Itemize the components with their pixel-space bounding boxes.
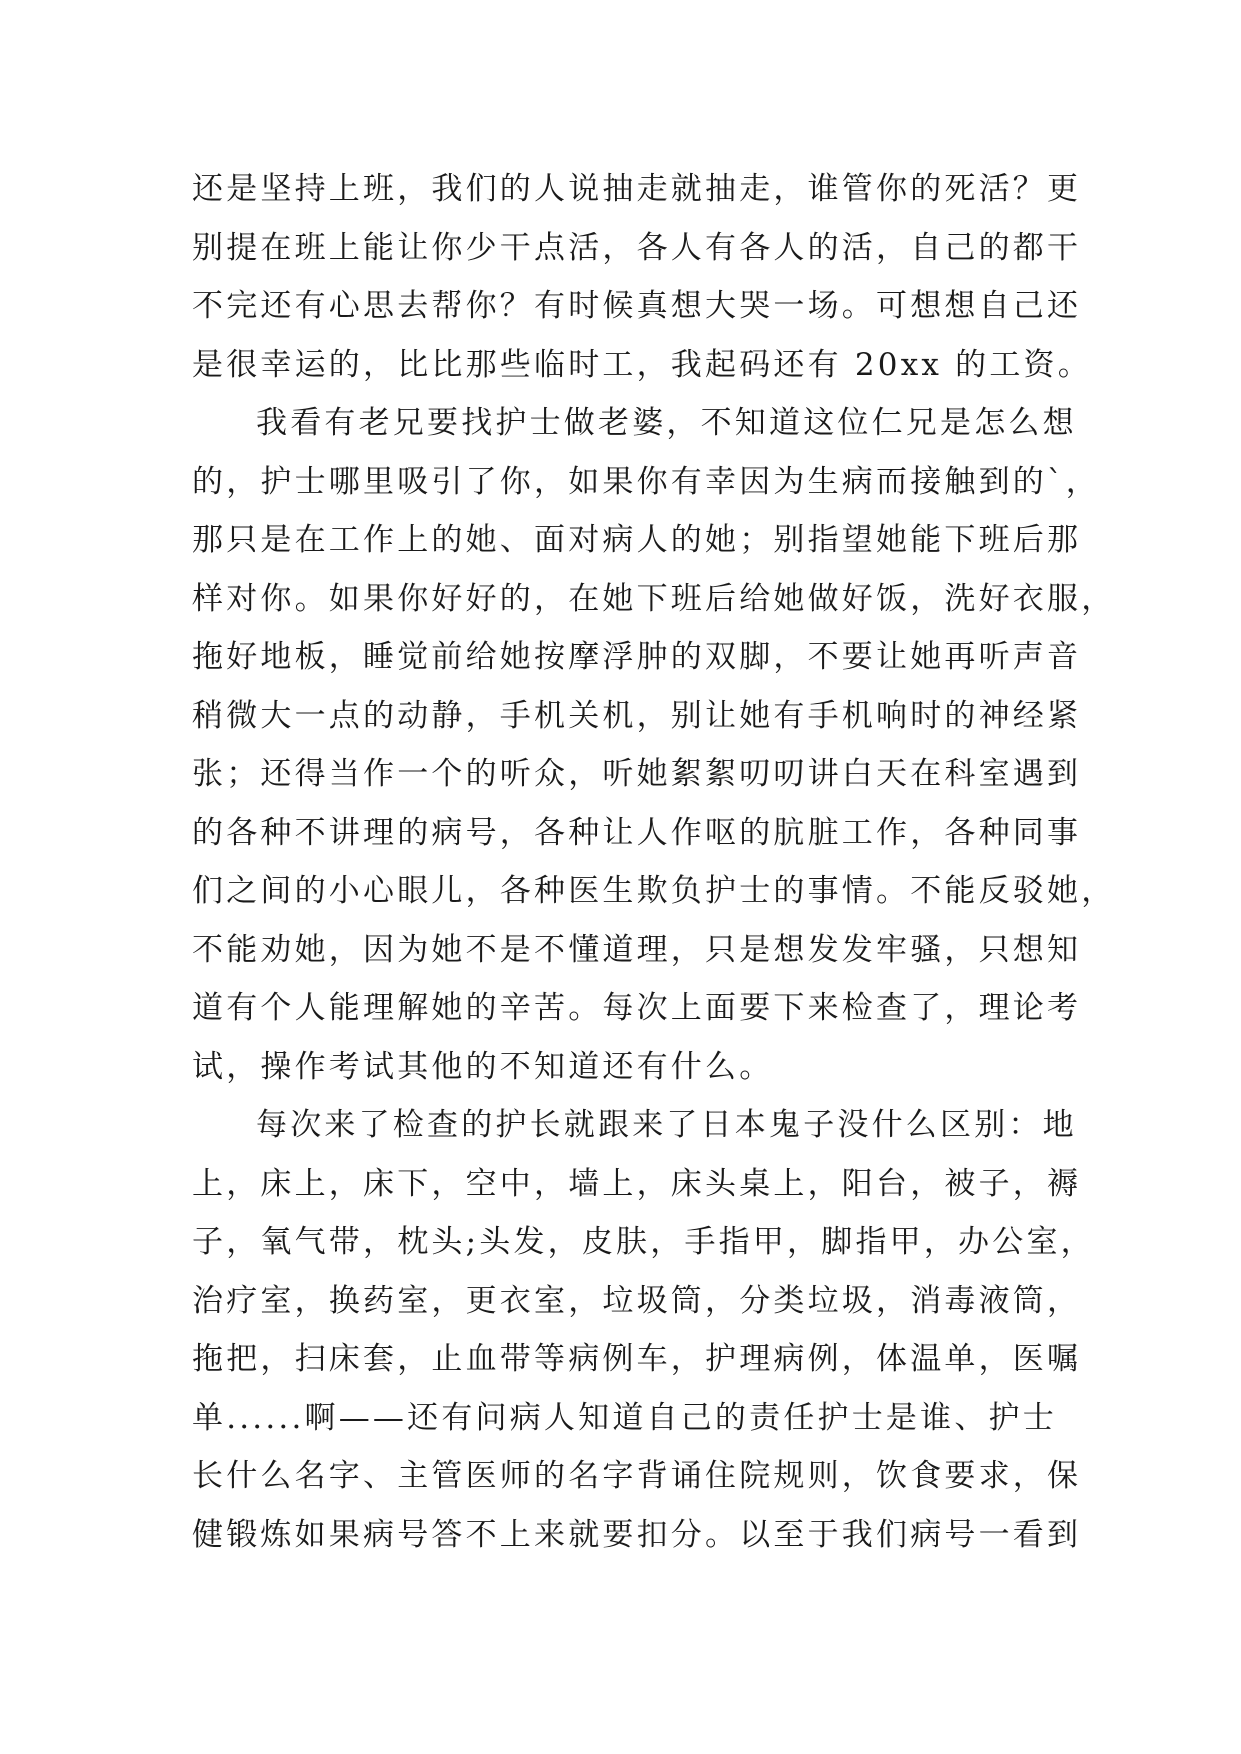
text-line: 张；还得当作一个的听众，听她絮絮叨叨讲白天在科室遇到	[192, 756, 1082, 792]
text-line: 道有个人能理解她的辛苦。每次上面要下来检查了，理论考	[192, 990, 1082, 1026]
text-line: 子，氧气带，枕头;头发，皮肤，手指甲，脚指甲，办公室，	[192, 1224, 1095, 1260]
text-line: 拖把，扫床套，止血带等病例车，护理病例，体温单，医嘱	[192, 1341, 1082, 1377]
text-line: 不能劝她，因为她不是不懂道理，只是想发发牢骚，只想知	[192, 931, 1082, 968]
text-line: 单......啊——还有问病人知道自己的责任护士是谁、护士	[192, 1399, 1057, 1436]
text-line: 样对你。如果你好好的，在她下班后给她做好饭，洗好衣服，	[192, 580, 1116, 617]
text-line: 别提在班上能让你少干点活，各人有各人的活，自己的都干	[192, 229, 1082, 266]
text-line: 上，床上，床下，空中，墙上，床头桌上，阳台，被子，褥	[192, 1165, 1082, 1202]
text-line: 每次来了检查的护长就跟来了日本鬼子没什么区别：地	[256, 1107, 1077, 1143]
text-line: 长什么名字、主管医师的名字背诵住院规则，饮食要求，保	[192, 1458, 1082, 1494]
text-line: 试，操作考试其他的不知道还有什么。	[192, 1048, 774, 1085]
text-line: 拖好地板，睡觉前给她按摩浮肿的双脚，不要让她再听声音	[192, 639, 1082, 675]
paragraph-2	[192, 394, 1116, 1096]
text-line: 稍微大一点的动静，手机关机，别让她有手机响时的神经紧	[192, 697, 1082, 734]
text-line: 是很幸运的，比比那些临时工，我起码还有 20xx 的工资。	[192, 346, 1092, 383]
text-line: 我看有老兄要找护士做老婆，不知道这位仁兄是怎么想	[256, 405, 1077, 441]
text-line: 们之间的小心眼儿，各种医生欺负护士的事情。不能反驳她，	[192, 873, 1116, 909]
text-line: 治疗室，换药室，更衣室，垃圾筒，分类垃圾，消毒液筒，	[192, 1282, 1082, 1319]
paragraph-3	[192, 1096, 1095, 1564]
text-line: 那只是在工作上的她、面对病人的她；别指望她能下班后那	[192, 522, 1082, 558]
paragraph-1	[192, 160, 1092, 394]
text-line: 不完还有心思去帮你？有时候真想大哭一场。可想想自己还	[192, 288, 1082, 324]
text-line: 的，护士哪里吸引了你，如果你有幸因为生病而接触到的`，	[192, 463, 1100, 500]
document-body	[192, 160, 1116, 1564]
text-line: 还是坚持上班，我们的人说抽走就抽走，谁管你的死活？更	[192, 171, 1082, 207]
text-line: 健锻炼如果病号答不上来就要扣分。以至于我们病号一看到	[192, 1516, 1082, 1553]
text-line: 的各种不讲理的病号，各种让人作呕的肮脏工作，各种同事	[192, 814, 1082, 851]
